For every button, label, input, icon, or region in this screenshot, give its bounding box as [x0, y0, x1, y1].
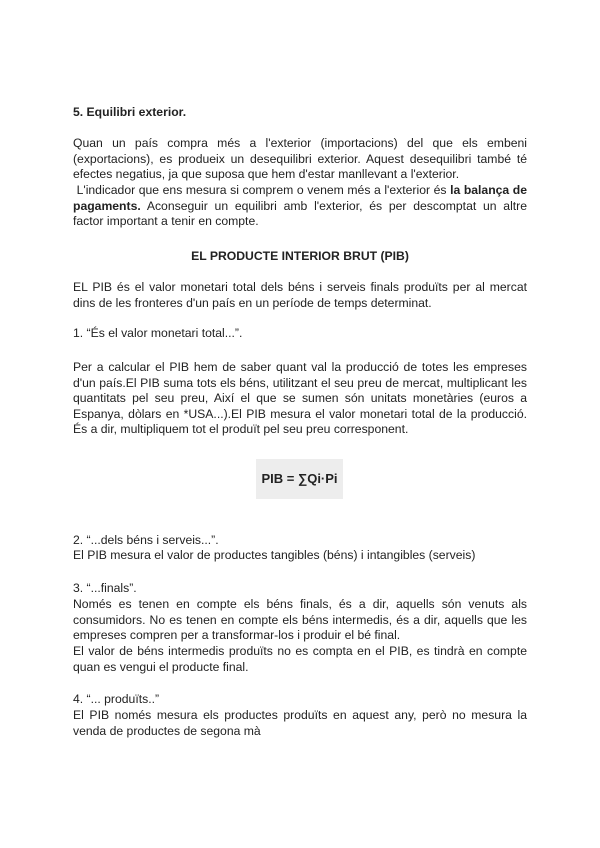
item1-title: 1. “És el valor monetari total...”.	[73, 326, 243, 340]
item3-text-intermediate-goods: El valor de béns intermedis produïts no es compta en el PIB, es tindrà en compte quan es vengui el producte final.	[73, 644, 527, 674]
pib-heading: EL PRODUCTE INTERIOR BRUT (PIB)	[191, 249, 409, 263]
paragraph-pib-definition: EL PIB és el valor monetari total dels béns i serveis finals produïts per al mercat dins de les fronteres d'un país en un període de temps determinat.	[73, 280, 527, 310]
section-title: 5. Equilibri exterior.	[73, 105, 187, 119]
bop-text-start: L'indicador que ens mesura si comprem o venem més a l'exterior és	[76, 183, 447, 197]
bop-text-end: Aconseguir un equilibri amb l'exterior, és per descomptat un altre factor important a tenir en compte.	[73, 198, 528, 229]
item2-title: 2. “...dels béns i serveis...”.	[73, 533, 219, 547]
pib-formula: PIB = ∑Qi·Pi	[256, 459, 343, 499]
item2-text: El PIB mesura el valor de productes tangibles (béns) i intangibles (serveis)	[73, 548, 476, 562]
bop-bold-term: la balança de pagaments.	[73, 183, 528, 213]
paragraph-pib-calculation: Per a calcular el PIB hem de saber quant val la producció de totes les empreses d'un país.El PIB suma tots els béns, utilitzant el seu preu de mercat, multiplicant les quantitats pel seu preu, Així el que se sumen són unitats monetàries (euros a Espanya, dòlars en *USA...).El PIB mesura el valor monetari total de la producció. És a dir, multipliquem tot el produït pel seu preu corresponent.	[73, 360, 527, 437]
paragraph-balance-of-payments	[73, 183, 527, 230]
item3-text-final-goods: Només es tenen en compte els béns finals, és a dir, aquells són venuts als consumidors. No es tenen en compte els béns intermedis, és a dir, aquells que les empreses compren per a transformar-los i produir el bé final.	[73, 597, 527, 643]
item4-title: 4. “... produïts..”	[73, 692, 160, 706]
item4-text: El PIB només mesura els productes produïts en aquest any, però no mesura la venda de productes de segona mà	[73, 708, 527, 738]
paragraph-external-imbalance: Quan un país compra més a l'exterior (importacions) del que els embeni (exportacions), es produeix un desequilibri exterior. Aquest desequilibri també té efectes negatius, ja que suposa que hem d'estar manllevant a l'exterior.	[73, 136, 527, 182]
item3-title: 3. “...finals”.	[73, 581, 137, 595]
